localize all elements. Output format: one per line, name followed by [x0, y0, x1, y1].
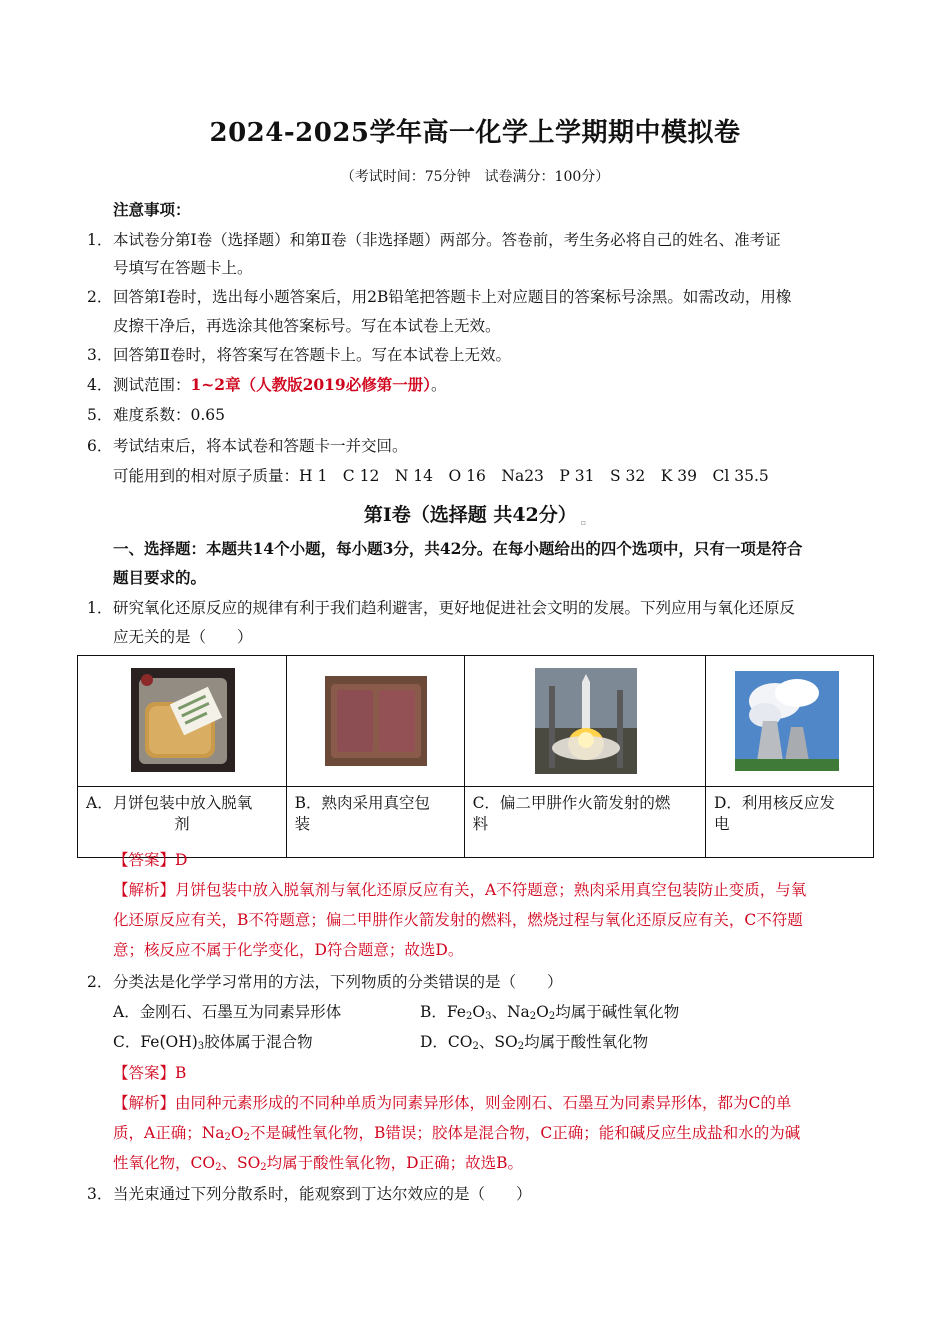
question-2-stem [87, 972, 563, 992]
formula-part: O [230, 1124, 244, 1142]
section-mark: ▫ [580, 517, 587, 527]
question-2-option-b [420, 1002, 679, 1027]
rocket-launch-image [535, 668, 637, 774]
question-2-analysis-cont [113, 1123, 800, 1148]
note-text: 考试结束后，将本试卷和答题卡一并交回。 [113, 437, 408, 455]
question-1-analysis-cont2: 意；核反应不属于化学变化，D符合题意；故选D。 [113, 941, 464, 959]
question-1-analysis: 【解析】月饼包装中放入脱氧剂与氧化还原反应有关，A不符题意；熟肉采用真空包装防止变质，与氧 [113, 881, 807, 899]
formula-part: 、SO [221, 1154, 261, 1172]
note-text: 回答第Ⅰ卷时，选出每小题答案后，用2B铅笔把答题卡上对应题目的答案标号涂黑。如需改动，用橡 [113, 288, 792, 306]
note-text: 回答第Ⅱ卷时，将答案写在答题卡上。写在本试卷上无效。 [113, 346, 512, 364]
option-d-image-cell [705, 656, 873, 787]
subscript: 2 [260, 1162, 267, 1173]
formula-part: 、Na [491, 1003, 530, 1021]
question-1-stem-cont: 应无关的是（ ） [113, 628, 253, 646]
option-c-label: C．偏二甲肼作火箭发射的燃 [472, 794, 671, 812]
note-number: 3． [87, 346, 113, 364]
note-text: 测试范围： [113, 376, 191, 394]
subscript: 3 [485, 1011, 492, 1022]
note-text: 本试卷分第Ⅰ卷（选择题）和第Ⅱ卷（非选择题）两部分。答卷前，考生务必将自己的姓名、准考证 [113, 231, 781, 249]
option-text: 胶体属于混合物 [204, 1033, 313, 1051]
question-3-stem [87, 1184, 532, 1204]
question-text: 当光束通过下列分散系时，能观察到丁达尔效应的是（ ） [113, 1185, 532, 1203]
option-c [464, 787, 705, 858]
option-d [705, 787, 873, 858]
subscript: 2 [529, 1011, 537, 1022]
note-item-4 [87, 375, 446, 395]
question-1-options-table [77, 655, 874, 858]
question-2-analysis-cont2 [113, 1153, 523, 1178]
note-number: 1． [87, 231, 113, 249]
question-2-option-c [113, 1032, 313, 1057]
question-2-option-a: A．金刚石、石墨互为同素异形体 [113, 1003, 342, 1021]
option-b [286, 787, 464, 858]
option-text: 均属于碱性氧化物 [555, 1003, 680, 1021]
analysis-text: 质，A正确；Na [113, 1124, 225, 1142]
section-instruction-cont: 题目要求的。 [113, 568, 207, 587]
option-d-label-cont: 电 [713, 815, 730, 833]
section-title-text: 第Ⅰ卷（选择题 共42分） [363, 504, 577, 526]
formula-part: O [472, 1003, 486, 1021]
subscript: 2 [224, 1132, 231, 1143]
subscript: 2 [472, 1041, 479, 1052]
vacuum-meat-image [325, 676, 427, 766]
option-c-label-cont: 料 [472, 815, 489, 833]
notes-heading: 注意事项： [113, 200, 191, 219]
question-1-answer: 【答案】D [113, 851, 188, 869]
option-text: 均属于酸性氧化物 [524, 1033, 649, 1051]
subscript: 2 [243, 1132, 250, 1143]
question-2-analysis: 【解析】由同种元素形成的不同种单质为同素异形体，则金刚石、石墨互为同素异形体，都为C的单 [113, 1094, 792, 1112]
subscript: 2 [517, 1041, 525, 1052]
option-c-image-cell [464, 656, 705, 787]
page-subtitle: （考试时间：75分钟 试卷满分：100分） [340, 169, 610, 185]
question-number: 1． [87, 599, 113, 617]
note-number: 4． [87, 376, 113, 394]
note-item-3 [87, 345, 511, 365]
note-item-1 [87, 230, 781, 250]
option-b-label-cont: 装 [294, 815, 311, 833]
formula-part: O [536, 1003, 549, 1021]
formula-part: 、SO [478, 1033, 518, 1051]
note-text: 难度系数：0.65 [113, 406, 226, 424]
option-d-label: D．利用核反应发 [713, 794, 835, 812]
question-1-stem [87, 598, 795, 618]
formula-part: B．Fe [420, 1003, 466, 1021]
option-a-label-cont: 剂 [174, 815, 190, 833]
question-2-option-d [420, 1032, 648, 1057]
note-number: 5． [87, 406, 113, 424]
subscript: 2 [548, 1011, 556, 1022]
question-number: 3． [87, 1185, 113, 1203]
note-item-1-cont: 号填写在答题卡上。 [113, 259, 253, 277]
analysis-text: 均属于酸性氧化物，D正确；故选B。 [266, 1154, 523, 1172]
page-title: 2024-2025学年高一化学上学期期中模拟卷 [209, 118, 741, 148]
note-item-5 [87, 405, 225, 425]
atomic-masses: 可能用到的相对原子质量：H 1 C 12 N 14 O 16 Na23 P 31 S 32 K 39 Cl 35.5 [113, 467, 769, 485]
note-number: 2． [87, 288, 113, 306]
option-a-label: A．月饼包装中放入脱氧 [86, 794, 253, 812]
question-text: 研究氧化还原反应的规律有利于我们趋利避害，更好地促进社会文明的发展。下列应用与氧化还原反 [113, 599, 796, 617]
note-suffix: 。 [430, 376, 447, 394]
analysis-text: 性氧化物，CO [113, 1154, 216, 1172]
note-item-2 [87, 287, 791, 307]
option-a-image-cell [78, 656, 287, 787]
question-1-analysis-cont: 化还原反应有关，B不符题意；偏二甲肼作火箭发射的燃料，燃烧过程与氧化还原反应有关，C不符题 [113, 911, 803, 929]
subscript: 2 [215, 1162, 222, 1173]
question-text: 分类法是化学学习常用的方法，下列物质的分类错误的是（ ） [113, 973, 563, 991]
note-item-6 [87, 436, 408, 456]
analysis-text: 不是碱性氧化物，B错误；胶体是混合物，C正确；能和碱反应生成盐和水的为碱 [249, 1124, 801, 1142]
section-title [0, 500, 950, 527]
section-instruction: 一、选择题：本题共14个小题，每小题3分，共42分。在每小题给出的四个选项中，只有一项是符合 [113, 539, 803, 558]
option-b-image-cell [286, 656, 464, 787]
question-number: 2． [87, 973, 113, 991]
option-b-label: B．熟肉采用真空包 [294, 794, 431, 812]
nuclear-power-image [735, 671, 839, 771]
mooncake-package-image [131, 668, 235, 772]
formula-part: D．CO [420, 1033, 473, 1051]
note-item-2-cont: 皮擦干净后，再选涂其他答案标号。写在本试卷上无效。 [113, 317, 501, 335]
formula-part: C．Fe(OH) [113, 1033, 198, 1051]
subscript: 2 [465, 1011, 473, 1022]
test-range-highlight: 1~2章（人教版2019必修第一册） [190, 375, 431, 394]
option-a [78, 787, 287, 858]
subscript: 3 [197, 1041, 205, 1052]
note-number: 6． [87, 437, 113, 455]
question-2-answer: 【答案】B [113, 1064, 187, 1082]
